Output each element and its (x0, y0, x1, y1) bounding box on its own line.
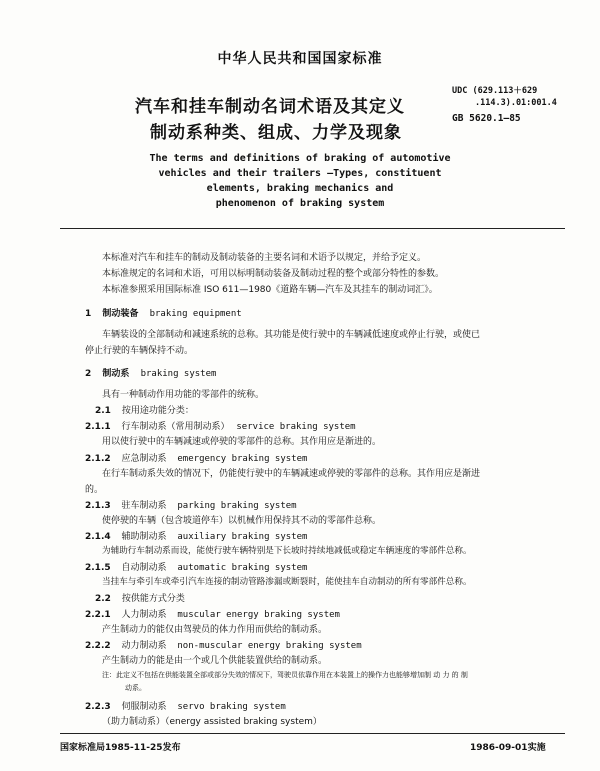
header-national-standard: 中华人民共和国国家标准 (217, 51, 383, 67)
s211-title: 行车制动系（常用制动系） (121, 422, 230, 432)
title-en-line2: vehicles and their trailers —Types, constituent (158, 168, 442, 179)
footer-implemented: 1986-09-01实施 (470, 743, 546, 753)
s213-num: 2.1.3 (85, 501, 111, 511)
s2-en: braking system (140, 369, 217, 379)
s215-heading (85, 560, 307, 573)
s1-en: braking equipment (149, 309, 242, 319)
s1-title: 制动装备 (102, 309, 139, 319)
page-title-cn-line2: 制动系种类、组成、力学及现象 (150, 123, 402, 143)
s222-heading (85, 638, 362, 651)
s1-heading (85, 306, 242, 319)
title-en-line3: elements, braking mechanics and (206, 183, 394, 194)
note-line2: 动系。 (125, 684, 146, 692)
title-en-line1: The terms and definitions of braking of automotive (149, 153, 451, 164)
s211-heading (85, 419, 356, 432)
s22-heading (95, 591, 185, 604)
s215-def: 当挂车与牵引车或牵引汽车连接的制动管路渗漏或断裂时，能使挂车自动制动的所有零部件总称。 (102, 577, 472, 587)
s1-def-2: 停止行驶的车辆保持不动。 (85, 346, 194, 356)
s211-en: service braking system (236, 422, 356, 432)
s221-def: 产生制动力的能仅由驾驶员的体力作用而供给的制动系。 (102, 625, 328, 635)
s212-num: 2.1.2 (85, 454, 111, 464)
s213-def: 使停驶的车辆（包含坡道停车）以机械作用保持其不动的零部件总称。 (102, 516, 382, 526)
s222-def: 产生制动力的能是由一个或几个供能装置供给的制动系。 (102, 656, 328, 666)
intro-p3: 本标准参照采用国际标准 ISO 611—1980《道路车辆—汽车及其挂车的制动词汇》。 (102, 285, 438, 295)
s212-title: 应急制动系 (121, 454, 167, 464)
s2-num: 2 (85, 369, 92, 379)
s2-title: 制动系 (102, 369, 130, 379)
s22-title: 按供能方式分类 (121, 594, 185, 604)
header-rule (60, 228, 565, 229)
s21-heading (95, 403, 194, 416)
s211-num: 2.1.1 (85, 422, 111, 432)
s221-heading (85, 607, 340, 620)
s222-en: non-muscular energy braking system (177, 641, 362, 651)
s213-en: parking braking system (177, 501, 297, 511)
note-line1: 注：此定义不包括在供能装置全部或部分失效的情况下，驾驶员依靠作用在本装置上的操作力也能够增加制 动 力 的 制 (102, 671, 468, 679)
s223-title: 伺服制动系 (121, 702, 167, 712)
s212-heading (85, 451, 307, 464)
s212-def-1: 在行车制动系失效的情况下，仍能使行驶中的车辆减速或停驶的零部件的总称。其作用应是渐进 (102, 469, 481, 479)
s215-title: 自动制动系 (121, 563, 167, 573)
s211-def: 用以使行驶中的车辆减速或停驶的零部件的总称。其作用应是渐进的。 (102, 437, 382, 447)
s212-def-2: 的。 (85, 485, 104, 495)
page-title-cn-line1: 汽车和挂车制动名词术语及其定义 (135, 97, 405, 117)
intro-p1: 本标准对汽车和挂车的制动及制动装备的主要名词和术语予以规定，并给予定义。 (102, 253, 427, 263)
s214-title: 辅助制动系 (121, 532, 167, 542)
s2-def: 具有一种制动作用功能的零部件的统称。 (102, 390, 265, 400)
footer-issued: 国家标准局1985-11-25发布 (60, 743, 181, 753)
udc-code-line1: UDC (629.113＋629 (452, 86, 538, 96)
s1-num: 1 (85, 309, 92, 319)
s221-en: muscular energy braking system (177, 610, 340, 620)
s223-en: servo braking system (177, 702, 286, 712)
s212-en: emergency braking system (177, 454, 308, 464)
s21-num: 2.1 (95, 406, 111, 416)
gb-number: GB 5620.1—85 (452, 113, 521, 124)
s223-heading (85, 699, 286, 712)
s21-title: 按用途功能分类： (121, 406, 194, 416)
title-en-line4: phenomenon of braking system (215, 198, 385, 209)
s223-alt: （助力制动系）（energy assisted braking system） (102, 717, 322, 727)
s214-def: 为辅助行车制动系而设，能使行驶车辆特别是下长坡时持续地减低或稳定车辆速度的零部件总称。 (102, 546, 472, 556)
s215-en: automatic braking system (177, 563, 308, 573)
s223-num: 2.2.3 (85, 702, 111, 712)
s214-num: 2.1.4 (85, 532, 111, 542)
s221-title: 人力制动系 (121, 610, 167, 620)
s213-title: 驻车制动系 (121, 501, 167, 511)
intro-p2: 本标准规定的名词和术语，可用以标明制动装备及制动过程的整个或部分特性的参数。 (102, 269, 445, 279)
udc-code-line2: .114.3).01:001.4 (475, 98, 557, 108)
s215-num: 2.1.5 (85, 563, 111, 573)
s2-heading (85, 366, 216, 379)
s222-title: 动力制动系 (121, 641, 167, 651)
footer-rule (60, 733, 565, 734)
s1-def-1: 车辆装设的全部制动和减速系统的总称。其功能是使行驶中的车辆减低速度或停止行驶，或使已 (102, 330, 481, 340)
s213-heading (85, 498, 297, 511)
s22-num: 2.2 (95, 594, 111, 604)
s222-num: 2.2.2 (85, 641, 111, 651)
s214-en: auxiliary braking system (177, 532, 308, 542)
s221-num: 2.2.1 (85, 610, 111, 620)
s214-heading (85, 529, 307, 542)
